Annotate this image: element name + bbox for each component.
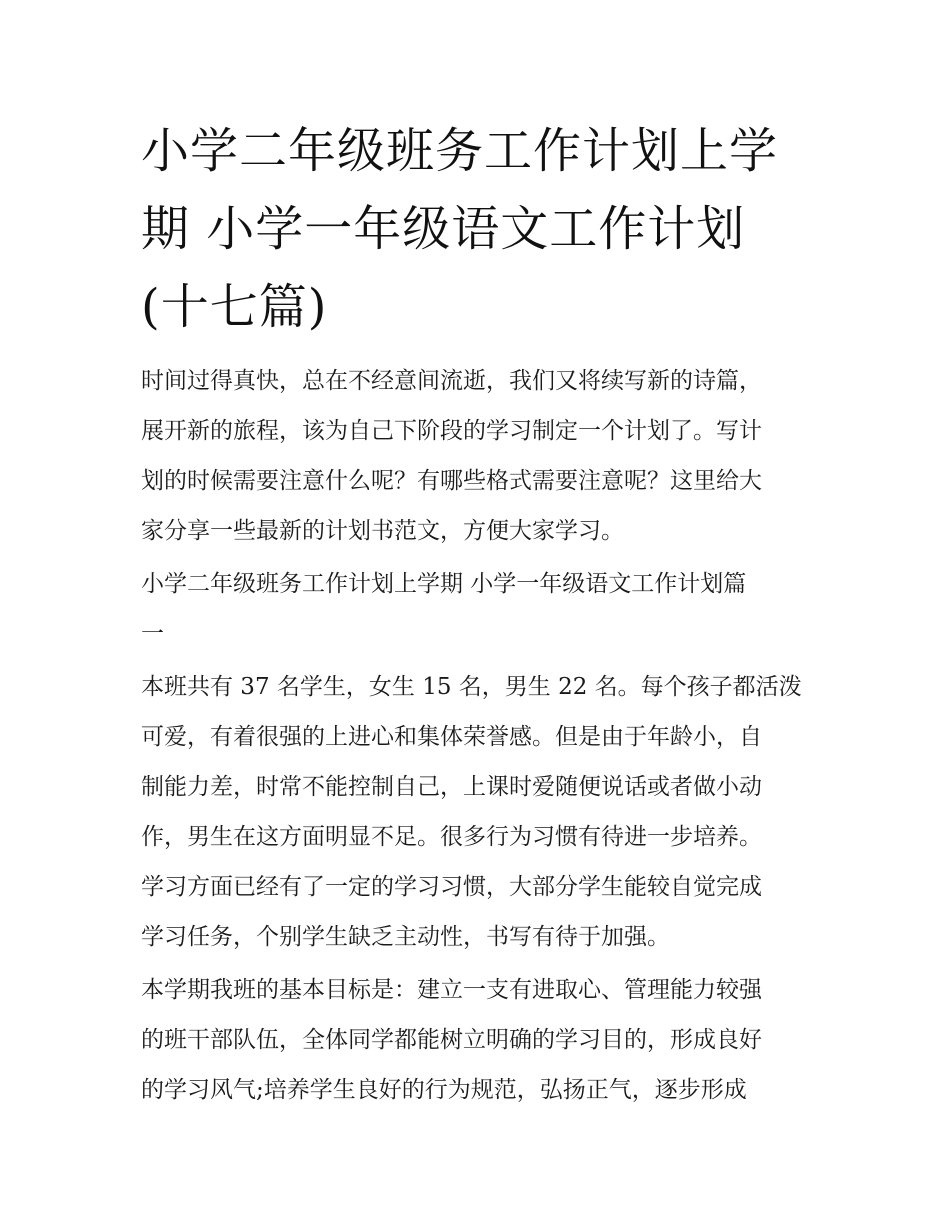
title-line: 期 小学一年级语文工作计划 [141,201,746,257]
intro-paragraph [141,356,813,556]
text-line: 的学习风气;培养学生良好的行为规范，弘扬正气，逐步形成 [141,1077,747,1103]
section-heading [141,559,813,659]
document-title [141,112,813,346]
text-line: 小学二年级班务工作计划上学期 小学一年级语文工作计划篇 [141,571,747,597]
text-line: 划的时候需要注意什么呢？有哪些格式需要注意呢？这里给大 [141,468,762,494]
text-line: 学习任务，个别学生缺乏主动性，书写有待于加强。 [141,924,670,950]
text-line: 展开新的旅程，该为自己下阶段的学习制定一个计划了。写计 [141,418,762,444]
text-line: 学习方面已经有了一定的学习习惯，大部分学生能较自觉完成 [141,874,762,900]
text-line: 时间过得真快，总在不经意间流逝，我们又将续写新的诗篇， [141,368,762,394]
semester-goals-paragraph [141,965,813,1115]
title-line: (十七篇) [141,279,328,335]
text-line: 作，男生在这方面明显不足。很多行为习惯有待进一步培养。 [141,824,762,850]
document-body [141,112,813,1118]
text-line: 一 [141,621,164,647]
text-line: 的班干部队伍，全体同学都能树立明确的学习目的，形成良好 [141,1027,762,1053]
text-line: 家分享一些最新的计划书范文，方便大家学习。 [141,518,624,544]
title-line: 小学二年级班务工作计划上学 [141,123,779,179]
text-line: 本班共有 37 名学生，女生 15 名，男生 22 名。每个孩子都活泼 [141,674,802,700]
text-line: 可爱，有着很强的上进心和集体荣誉感。但是由于年龄小，自 [141,724,762,750]
text-line: 本学期我班的基本目标是：建立一支有进取心、管理能力较强 [141,977,762,1003]
class-overview-paragraph [141,662,813,962]
text-line: 制能力差，时常不能控制自己，上课时爱随便说话或者做小动 [141,774,762,800]
